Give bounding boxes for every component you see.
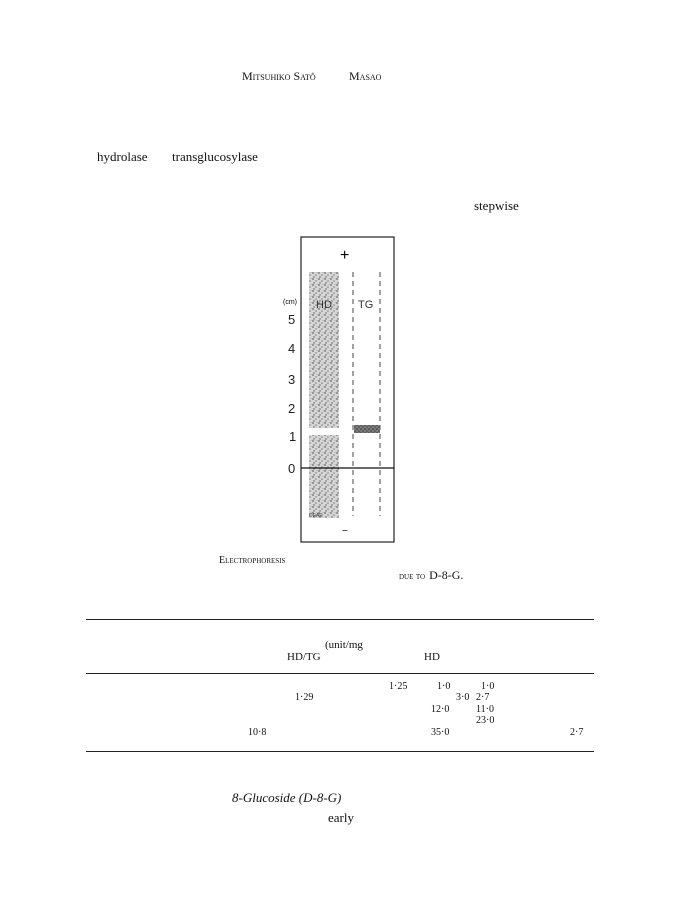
- tick-label: 0: [288, 461, 296, 476]
- text-hydrolase: hydrolase: [97, 149, 148, 164]
- table-cell: 1·29: [295, 692, 314, 703]
- text-early: early: [328, 810, 354, 825]
- lane-label-hd: HD: [316, 299, 332, 311]
- table-cell: 1·0: [481, 681, 495, 692]
- table-header-hd: HD: [424, 651, 440, 663]
- caption-prefix: due to: [399, 571, 426, 582]
- tick-label: 4: [288, 341, 296, 356]
- table-header-hd-tg: HD/TG: [287, 651, 321, 663]
- author-name-2: Masao: [349, 69, 382, 83]
- caption-term: D-8-G.: [429, 568, 464, 582]
- table-cell: 2·7: [570, 727, 584, 738]
- electrophoresis-figure: [276, 236, 396, 544]
- table-cell: 35·0: [431, 727, 450, 738]
- tick-label: 2: [288, 401, 296, 416]
- table-cell: 12·0: [431, 704, 450, 715]
- table-header-unit: (unit/mg: [325, 639, 363, 651]
- text-transglucosylase: transglucosylase: [172, 149, 258, 164]
- table-cell: 1·0: [437, 681, 451, 692]
- table-cell: 1·25: [389, 681, 408, 692]
- caption-line-1: Electrophoresis: [219, 555, 286, 566]
- table-cell: 3·0: [456, 692, 470, 703]
- hd-lane-lower: [309, 435, 339, 518]
- lane-label-tg: TG: [358, 299, 374, 311]
- text-glucoside: 8-Glucoside (D-8-G): [232, 790, 342, 805]
- unit-label: (cm): [283, 299, 297, 306]
- minus-sign: −: [342, 526, 348, 537]
- table-cell: 23·0: [476, 715, 495, 726]
- table-cell: 10·8: [248, 727, 267, 738]
- table-cell: 11·0: [476, 704, 494, 715]
- tick-label: 3: [288, 372, 296, 387]
- author-name-1: Mitsuhiko Satô: [242, 69, 316, 83]
- tick-label: 5: [288, 312, 296, 327]
- scale-ticks: [288, 312, 296, 476]
- caption-line-2: [399, 567, 463, 583]
- plus-sign: +: [340, 247, 350, 264]
- table-bottom-rule: [86, 751, 594, 752]
- table-mid-rule: [86, 673, 594, 674]
- table-top-rule: [86, 619, 594, 620]
- tick-label: 1: [289, 429, 297, 444]
- table-cell: 2·7: [476, 692, 490, 703]
- bottom-lane-label: DEAE: [309, 513, 323, 519]
- hd-lane-upper: [309, 272, 339, 428]
- text-stepwise: stepwise: [474, 198, 519, 213]
- tg-band: [354, 425, 380, 433]
- electrophoresis-diagram: [276, 236, 396, 544]
